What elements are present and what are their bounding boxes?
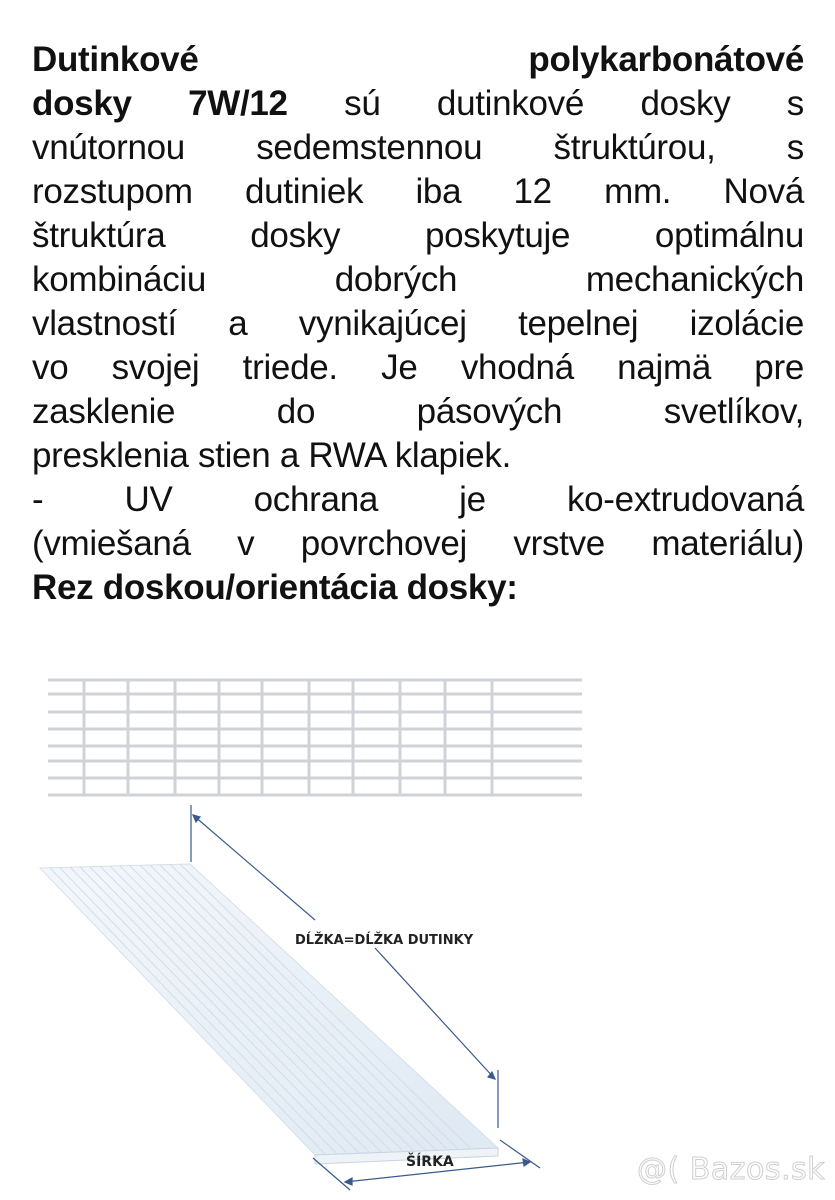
sheet-orientation-diagram <box>30 800 570 1200</box>
description-line-2: dosky 7W/12 sú dutinkové dosky s <box>32 84 805 123</box>
cross-section-diagram <box>40 660 600 800</box>
description-line-10: presklenia stien a RWA klapiek. <box>32 436 511 475</box>
length-label: DĹŽKA=DĹŽKA DUTINKY <box>295 933 474 948</box>
description-line-3: vnútornou sedemstennou štruktúrou, s <box>32 128 804 167</box>
product-description <box>32 38 804 610</box>
description-line-7: vlastností a vynikajúcej tepelnej izolácie <box>32 304 804 343</box>
description-line-5: štruktúra dosky poskytuje optimálnu <box>32 216 804 255</box>
description-line-11: - UV ochrana je ko-extrudovaná <box>32 480 804 519</box>
description-line-9: zasklenie do pásových svetlíkov, <box>32 392 804 431</box>
width-label: ŠÍRKA <box>406 1154 454 1170</box>
description-line-8: vo svojej triede. Je vhodná najmä pre <box>32 348 804 387</box>
description-line-4: rozstupom dutiniek iba 12 mm. Nová <box>32 172 804 211</box>
product-code: dosky 7W/12 <box>32 84 288 123</box>
section-heading: Rez doskou/orientácia dosky: <box>32 568 518 607</box>
product-name-part-1: Dutinkové <box>32 40 199 79</box>
bazos-watermark: @( Bazos.sk <box>637 1152 825 1187</box>
description-line-12: (vmiešaná v povrchovej vrstve materiálu) <box>32 524 804 563</box>
description-line-6: kombináciu dobrých mechanických <box>32 260 804 299</box>
product-name-part-2: polykarbonátové <box>528 40 804 79</box>
description-line-1 <box>32 38 804 82</box>
